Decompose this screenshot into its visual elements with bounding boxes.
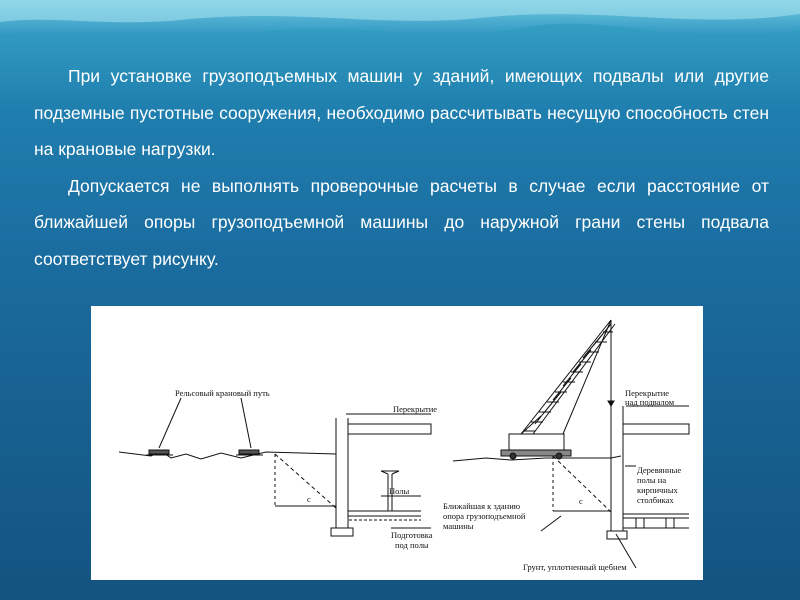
figure-basement-crane-diagram [91, 306, 703, 580]
label-nearest-support-3: машины [443, 521, 474, 531]
label-nearest-support-2: опора грузоподъемной [443, 511, 526, 521]
left-basement-wall [336, 418, 348, 528]
left-rail-support-2 [236, 450, 263, 455]
label-underlay-2: под полы [395, 540, 429, 550]
label-compacted-soil: Грунт, уплотненный щебнем [523, 562, 627, 572]
label-left-dim-c: c [307, 494, 311, 504]
left-rail-support-1 [146, 450, 173, 455]
paragraph-verification-exemption: Допускается не выполнять проверочные расчеты в случае если расстояние от ближайшей опоры грузоподъемной машины до наружной грани стены подвала соответствует рисунку. [34, 175, 769, 269]
label-rail-track: Рельсовый крановый путь [175, 388, 270, 398]
label-wood-floor-2: полы на [637, 475, 667, 485]
right-floor-slab [623, 424, 689, 434]
label-nearest-support-1: Ближайшая к зданию [443, 501, 521, 511]
label-wood-floor-3: кирпичных [637, 485, 678, 495]
left-floor-slab [348, 424, 431, 434]
diagram-svg [91, 306, 703, 580]
label-underlay-1: Подготовка [391, 530, 433, 540]
decorative-wave-header [0, 0, 800, 60]
right-basement-wall [611, 406, 623, 531]
label-right-dim-c: c [579, 496, 583, 506]
label-floors: Полы [389, 486, 410, 496]
label-wood-floor-4: столбиках [637, 495, 674, 505]
label-slab-over-basement-1: Перекрытие [625, 388, 670, 398]
slide-body-text [34, 58, 769, 277]
label-floor-slab: Перекрытие [393, 404, 438, 414]
right-ground-line [453, 456, 621, 461]
crane-icon [501, 320, 615, 459]
paragraph-crane-installation: При установке грузоподъемных машин у зданий, имеющих подвалы или другие подземные пустотные сооружения, необходимо рассчитывать несущую способность стен на крановые нагрузки. [34, 66, 769, 159]
label-wood-floor-1: Деревянные [637, 465, 682, 475]
label-slab-over-basement-2: над подвалом [625, 397, 675, 407]
